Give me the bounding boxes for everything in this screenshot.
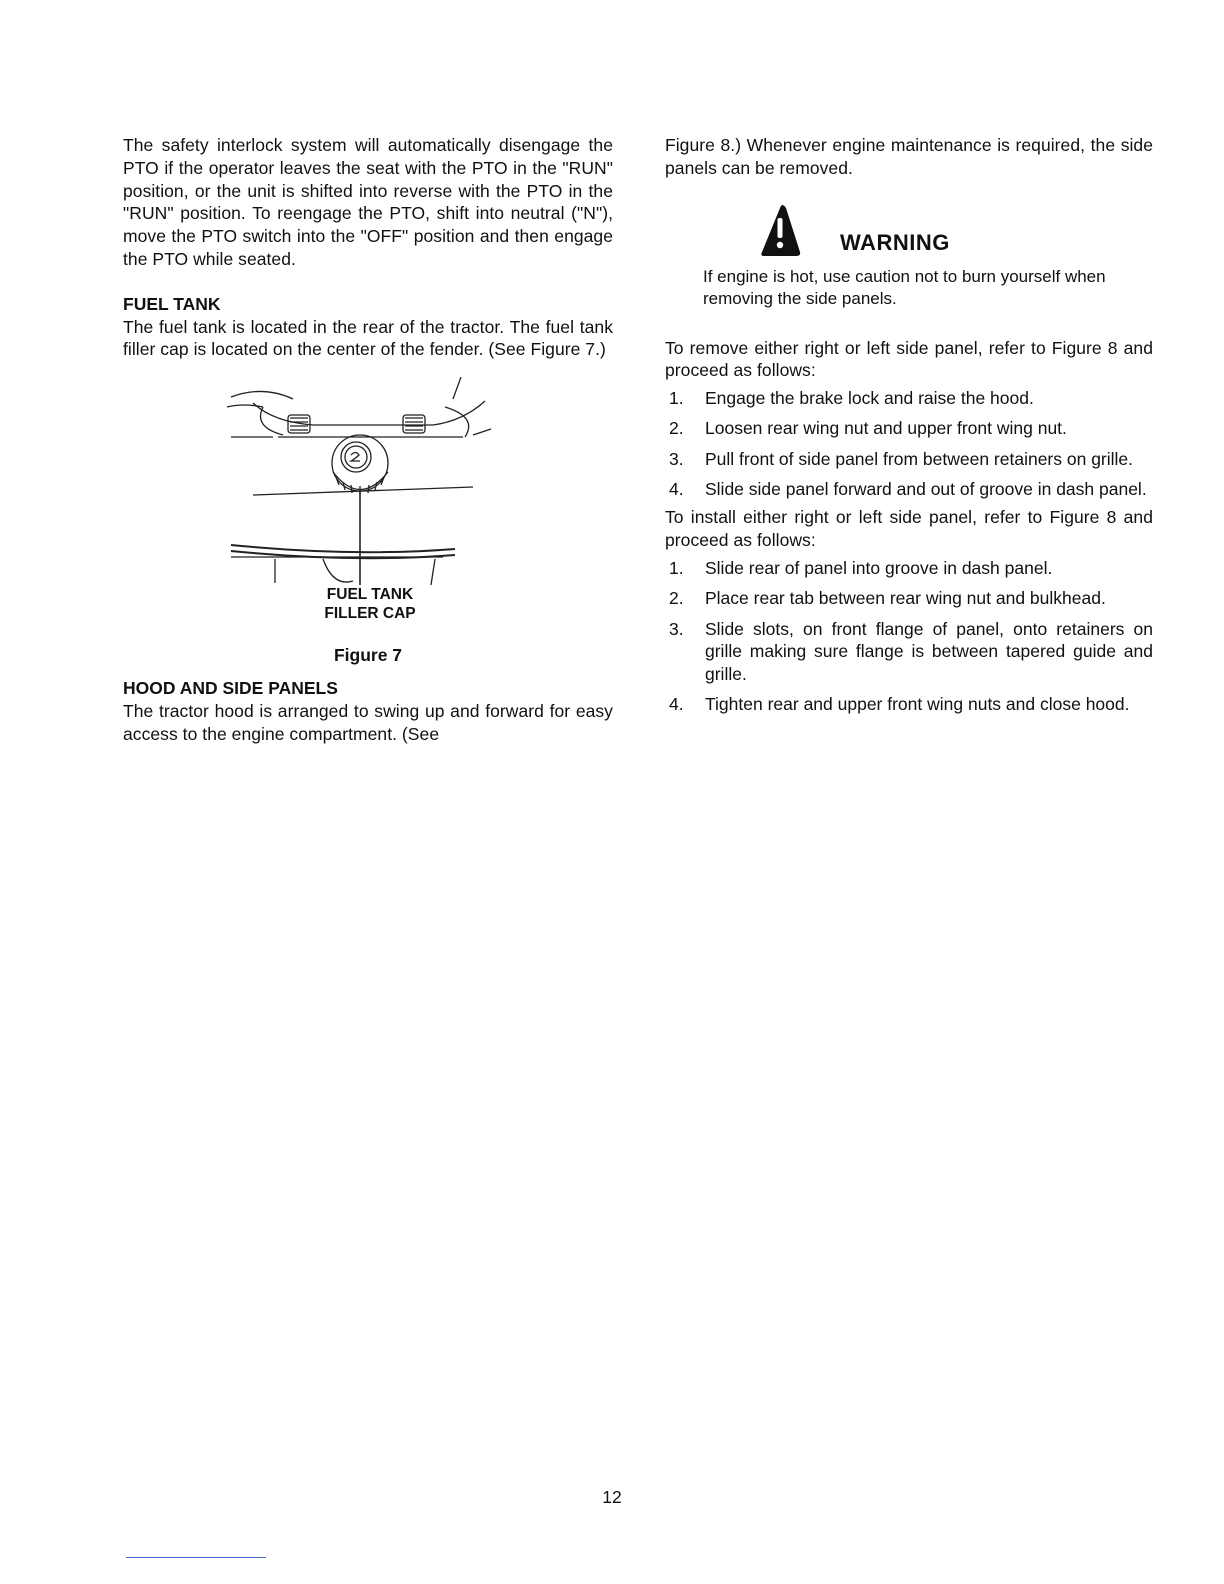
right-column <box>665 134 1153 724</box>
step-text: Place rear tab between rear wing nut and bulkhead. <box>705 588 1106 609</box>
figure-7-callout <box>295 585 445 623</box>
warning-box <box>703 200 1143 311</box>
warning-text: If engine is hot, use caution not to burn yourself when removing the side panels. <box>703 266 1106 309</box>
callout-line-2: FILLER CAP <box>324 605 416 623</box>
callout-line-1: FUEL TANK <box>326 586 414 604</box>
list-item <box>665 448 1153 471</box>
warning-title: WARNING <box>840 229 950 255</box>
step-number: 1. <box>669 557 684 578</box>
step-text: Engage the brake lock and raise the hood. <box>705 388 1034 409</box>
step-number: 3. <box>669 448 684 469</box>
list-item <box>665 478 1153 501</box>
step-text: Slide rear of panel into groove in dash panel. <box>705 557 1053 578</box>
interlock-paragraph: The safety interlock system will automatically disengage the PTO if the operator leaves the seat with the PTO in the "RUN" position, or the unit is shifted into reverse with the PTO in the "RUN" position. To reengage the PTO, shift into neutral ("N"), move the PTO switch into the "OFF" position and then engage the PTO while seated. <box>123 135 613 269</box>
hood-paragraph: The tractor hood is arranged to swing up and forward for easy access to the engine compartment. (See <box>123 700 613 744</box>
step-number: 4. <box>669 694 684 715</box>
list-item <box>665 618 1153 686</box>
list-item <box>665 587 1153 610</box>
list-item <box>665 693 1153 716</box>
footer-rule <box>126 1557 266 1558</box>
figure-7-caption: Figure 7 <box>333 645 403 666</box>
step-text: Slide slots, on front flange of panel, onto retainers on grille making sure flange is between tapered guide and grille. <box>705 618 1153 685</box>
hood-heading: HOOD AND SIDE PANELS <box>123 678 338 699</box>
list-item <box>665 557 1153 580</box>
install-intro: To install either right or left side panel, refer to Figure 8 and proceed as follows: <box>665 507 1153 551</box>
left-column <box>123 134 613 746</box>
page-number: 12 <box>602 1487 622 1507</box>
list-item <box>665 417 1153 440</box>
warning-header <box>760 200 1143 260</box>
step-text: Slide side panel forward and out of groove in dash panel. <box>705 479 1147 500</box>
step-text: Pull front of side panel from between retainers on grille. <box>705 448 1134 469</box>
fuel-tank-paragraph: The fuel tank is located in the rear of the tractor. The fuel tank filler cap is located on the center of the fender. (See Figure 7.) <box>123 316 613 360</box>
warning-icon <box>760 200 844 260</box>
list-item <box>665 387 1153 410</box>
fuel-tank-heading: FUEL TANK <box>123 293 221 314</box>
fuel-tank-illustration <box>223 377 513 592</box>
remove-steps <box>665 387 1153 501</box>
figure-8-continuation: Figure 8.) Whenever engine maintenance is required, the side panels can be removed. <box>665 135 1153 178</box>
step-number: 3. <box>669 618 684 639</box>
step-number: 4. <box>669 479 684 500</box>
step-text: Tighten rear and upper front wing nuts and close hood. <box>705 694 1130 715</box>
install-steps <box>665 557 1153 716</box>
step-text: Loosen rear wing nut and upper front wing nut. <box>705 418 1067 439</box>
remove-intro: To remove either right or left side panel, refer to Figure 8 and proceed as follows: <box>665 337 1153 381</box>
figure-7 <box>123 377 613 682</box>
step-number: 1. <box>669 388 684 409</box>
step-number: 2. <box>669 588 684 609</box>
step-number: 2. <box>669 418 684 439</box>
